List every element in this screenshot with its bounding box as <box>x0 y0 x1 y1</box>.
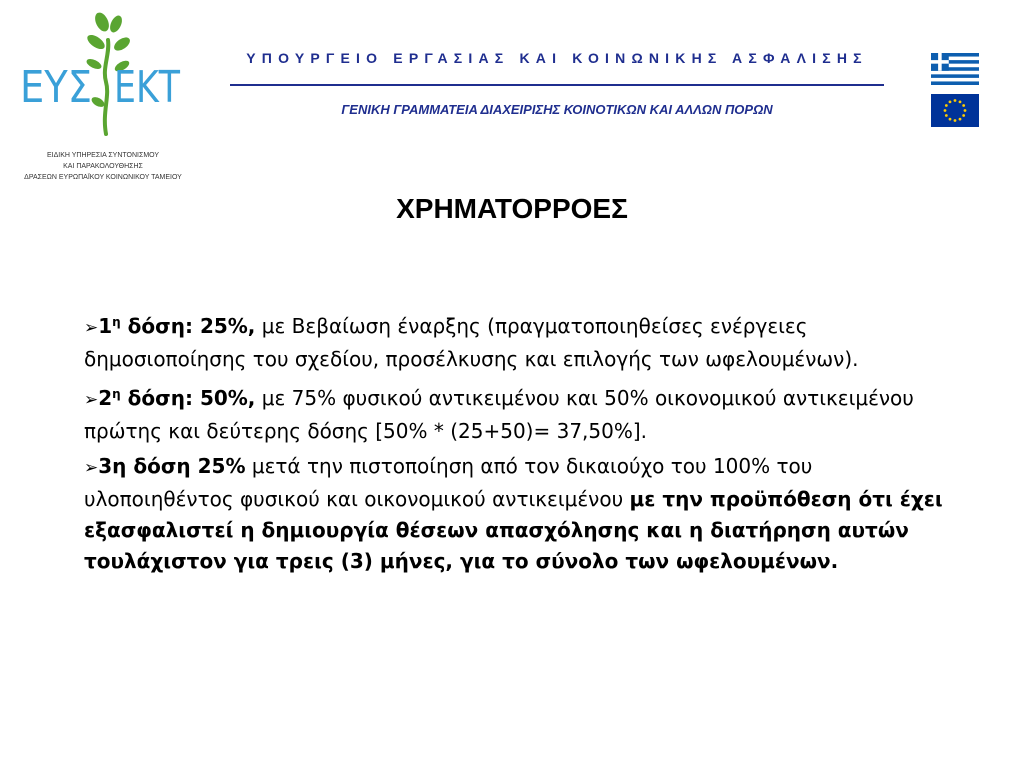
arrow-bullet-icon: ➢ <box>84 318 99 338</box>
eu-star <box>964 109 967 112</box>
eu-star <box>954 119 957 122</box>
eu-star <box>962 104 965 107</box>
eu-star <box>945 114 948 117</box>
list-item <box>84 307 964 375</box>
eu-star <box>954 99 957 102</box>
arrow-bullet-icon: ➢ <box>84 458 99 478</box>
installment-condition: με την προϋπόθεση ότι έχει εξασφαλιστεί η δημιουργία θέσεων απασχόλησης και η διατήρηση αυτών τουλάχιστον για τρεις (3) μήνες, για το σύνολο των ωφελουμένων. <box>84 487 943 573</box>
logo-caption-line: ΚΑΙ ΠΑΡΑΚΟΛΟΥΘΗΣΗΣ <box>63 163 143 170</box>
list-item <box>84 379 964 447</box>
ordinal-suffix: η <box>112 387 121 401</box>
page-title: ΧΡΗΜΑΤΟΡΡΟΕΣ <box>396 193 628 224</box>
svg-text:ΕΚΤ: ΕΚΤ <box>114 62 181 113</box>
installment-number: 2 <box>98 386 113 410</box>
svg-text:ΕΥΣ: ΕΥΣ <box>20 62 92 113</box>
secretariat-title: ΓΕΝΙΚΗ ΓΡΑΜΜΑΤΕΙΑ ΔΙΑΧΕΙΡΙΣΗΣ ΚΟΙΝΟΤΙΚΩΝ ΚΑΙ ΑΛΛΩΝ ΠΟΡΩΝ <box>341 102 773 117</box>
ministry-title: ΥΠΟΥΡΓΕΙΟ ΕΡΓΑΣΙΑΣ ΚΑΙ ΚΟΙΝΩΝΙΚΗΣ ΑΣΦΑΛΙΣΗΣ <box>246 50 868 66</box>
logo-caption <box>18 150 188 183</box>
eu-star <box>949 100 952 103</box>
ordinal-suffix: η <box>112 315 121 329</box>
list-item <box>84 451 964 577</box>
header-divider <box>230 84 884 86</box>
eu-star <box>949 118 952 121</box>
eu-flag-icon <box>931 94 979 127</box>
eu-star <box>944 109 947 112</box>
installment-description: με 75% φυσικού αντικειμένου και 50% οικονομικού αντικειμένου πρώτης και δεύτερης δόσης [50% * (25+50)= 37,50%]. <box>84 386 914 443</box>
installment-label: 3η δόση 25% <box>98 454 246 478</box>
eysekt-logo-mark <box>18 12 188 147</box>
installment-description: με Βεβαίωση έναρξης (πραγματοποιηθείσες ενέργειες δημοσιοποίησης του σχεδίου, προσέλκυσης και επιλογής των ωφελουμένων). <box>84 314 859 371</box>
greek-flag-icon <box>931 53 979 85</box>
eu-star <box>959 118 962 121</box>
arrow-bullet-icon: ➢ <box>84 390 99 410</box>
eu-star <box>959 100 962 103</box>
installment-label: δόση: 25%, <box>120 314 256 338</box>
eysekt-logo <box>18 12 188 182</box>
payment-list <box>84 307 964 581</box>
eu-star <box>962 114 965 117</box>
installment-label: δόση: 50%, <box>120 386 256 410</box>
logo-caption-line: ΕΙΔΙΚΗ ΥΠΗΡΕΣΙΑ ΣΥΝΤΟΝΙΣΜΟΥ <box>46 152 160 159</box>
installment-description: μετά την πιστοποίηση από τον δικαιούχο του 100% του υλοποιηθέντος φυσικού και οικονομικού αντικειμένου <box>84 454 813 511</box>
installment-number: 1 <box>98 314 113 338</box>
logo-caption-line: ΔΡΑΣΕΩΝ ΕΥΡΩΠΑΪΚΟΥ ΚΟΙΝΩΝΙΚΟΥ ΤΑΜΕΙΟΥ <box>24 174 182 181</box>
eu-star <box>945 104 948 107</box>
